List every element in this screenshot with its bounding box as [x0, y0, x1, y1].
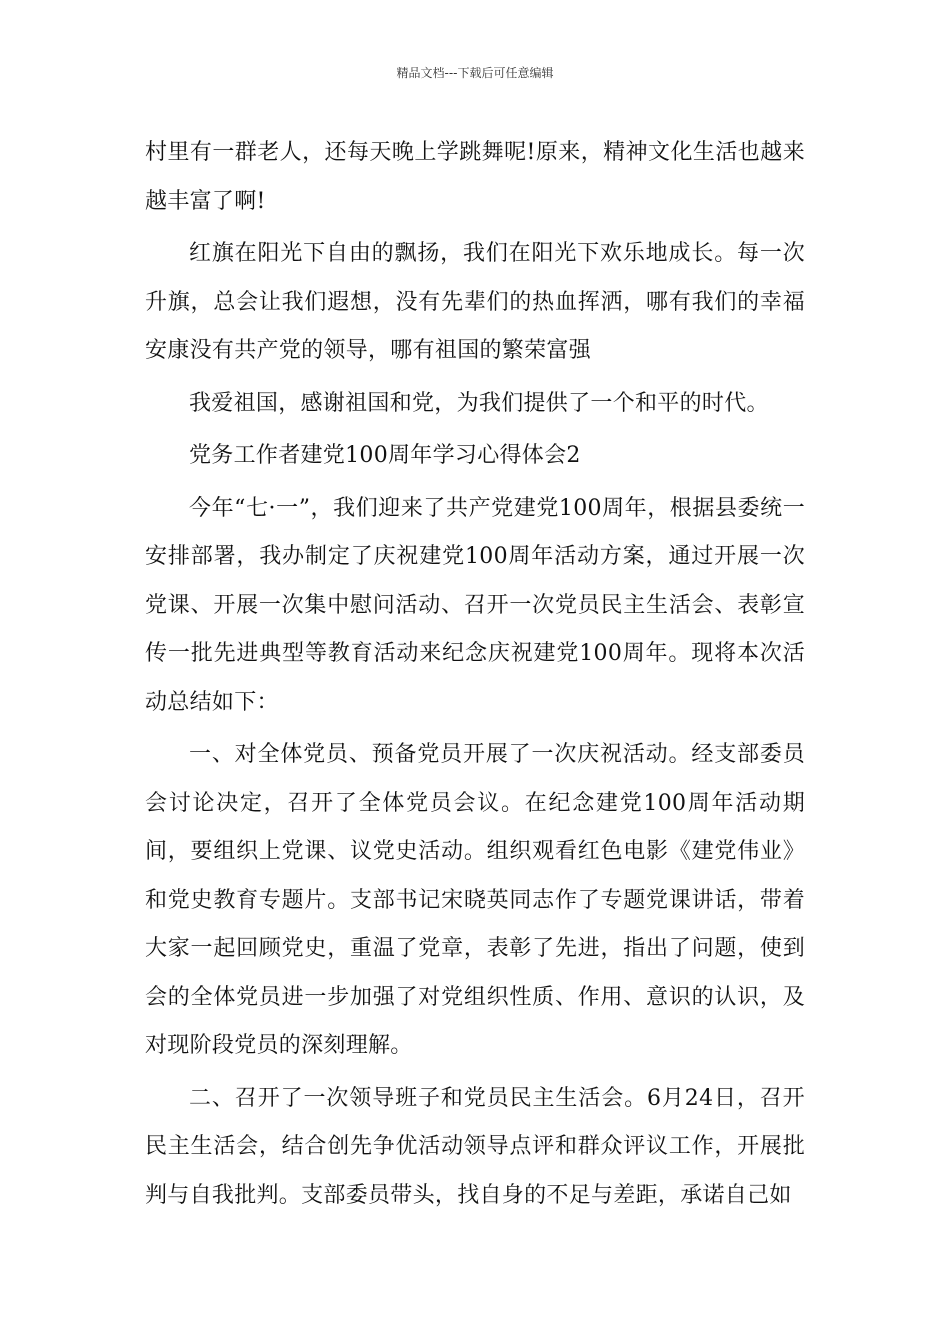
paragraph-4: 今年“七·一”，我们迎来了共产党建党100周年，根据县委统一安排部署，我办制定了庆祝建党100周年活动方案，通过开展一次党课、开展一次集中慰问活动、召开一次党员民主生活会、表彰宣传一批先进典型等教育活动来纪念庆祝建党100周年。现将本次活动总结如下： — [145, 495, 805, 715]
section-title: 党务工作者建党100周年学习心得体会2 — [189, 443, 581, 468]
paragraph-3: 我爱祖国，感谢祖国和党，为我们提供了一个和平的时代。 — [189, 390, 769, 416]
document-body — [145, 129, 805, 1224]
paragraph-1: 村里有一群老人，还每天晚上学跳舞呢!原来，精神文化生活也越来越丰富了啊! — [145, 140, 805, 214]
paragraph-6: 二、召开了一次领导班子和党员民主生活会。6月24日，召开民主生活会，结合创先争优活动领导点评和群众评议工作，开展批判与自我批判。支部委员带头，找自身的不足与差距，承诺自己如 — [145, 1085, 805, 1208]
paragraph-5: 一、对全体党员、预备党员开展了一次庆祝活动。经支部委员会讨论决定，召开了全体党员会议。在纪念建党100周年活动期间，要组织上党课、议党史活动。组织观看红色电影《建党伟业》和党史教育专题片。支部书记宋晓英同志作了专题党课讲话，带着大家一起回顾党史，重温了党章，表彰了先进，指出了问题，使到会的全体党员进一步加强了对党组织性质、作用、意识的认识，及对现阶段党员的深刻理解。 — [145, 742, 805, 1058]
page-header: 精品文档---下载后可任意编辑 — [396, 66, 554, 80]
paragraph-2: 红旗在阳光下自由的飘扬，我们在阳光下欢乐地成长。每一次升旗，总会让我们遐想，没有先辈们的热血挥洒，哪有我们的幸福安康没有共产党的领导，哪有祖国的繁荣富强 — [145, 241, 805, 363]
